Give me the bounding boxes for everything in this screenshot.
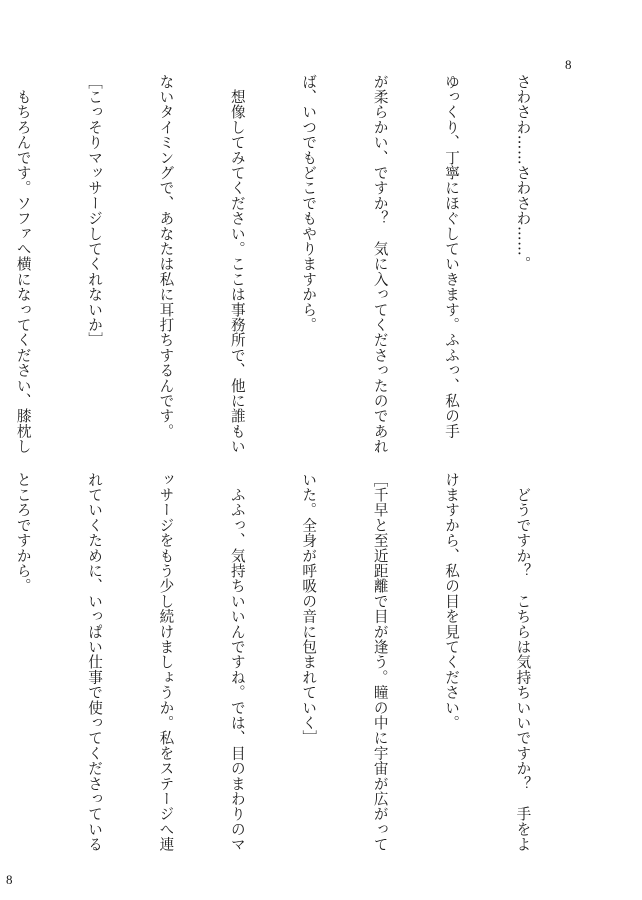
- page-number-bottom: 8: [6, 872, 13, 887]
- upper-text-block: [14, 74, 582, 454]
- upper-line-2: ゆっくり、丁寧にほぐしていきます。ふふっ、私の手: [443, 74, 461, 439]
- lower-line-5: ふふっ、気持ちいいんですね。では、目のまわりのマ: [228, 472, 246, 852]
- lower-line-6: ッサージをもう少し続けましょうか。私をステージへ連: [157, 472, 175, 852]
- lower-line-8: ところですから。: [14, 472, 32, 594]
- lower-line-4: いた。全身が呼吸の音に包まれていく］: [300, 472, 318, 746]
- upper-line-5: 想像してみてください。ここは事務所で、他に誰もい: [228, 74, 246, 454]
- lower-line-2: けますから、私の目を見てください。: [443, 472, 461, 731]
- upper-line-1: さわさわ……さわさわ……。: [514, 74, 532, 272]
- page-number-top: 8: [565, 57, 572, 72]
- upper-line-7: ［こっそりマッサージしてくれないか］: [86, 74, 104, 348]
- upper-line-8: もちろんです。ソファへ横になってください、膝枕し: [14, 74, 32, 454]
- lower-text-block: [14, 472, 582, 852]
- upper-line-6: ないタイミングで、あなたは私に耳打ちするんです。: [157, 74, 175, 439]
- lower-line-7: れていくために、いっぱい仕事で使ってくださっている: [86, 472, 104, 852]
- upper-line-4: ば、いつでもどこでもやりますから。: [300, 74, 318, 333]
- lower-line-3: ［千早と至近距離で目が逢う。瞳の中に宇宙が広がって: [371, 472, 389, 852]
- lower-line-1: どうですか？ こちらは気持ちいいですか？ 手をよ: [514, 472, 532, 852]
- upper-line-3: が柔らかい、ですか？ 気に入ってくださったのであれ: [371, 74, 389, 454]
